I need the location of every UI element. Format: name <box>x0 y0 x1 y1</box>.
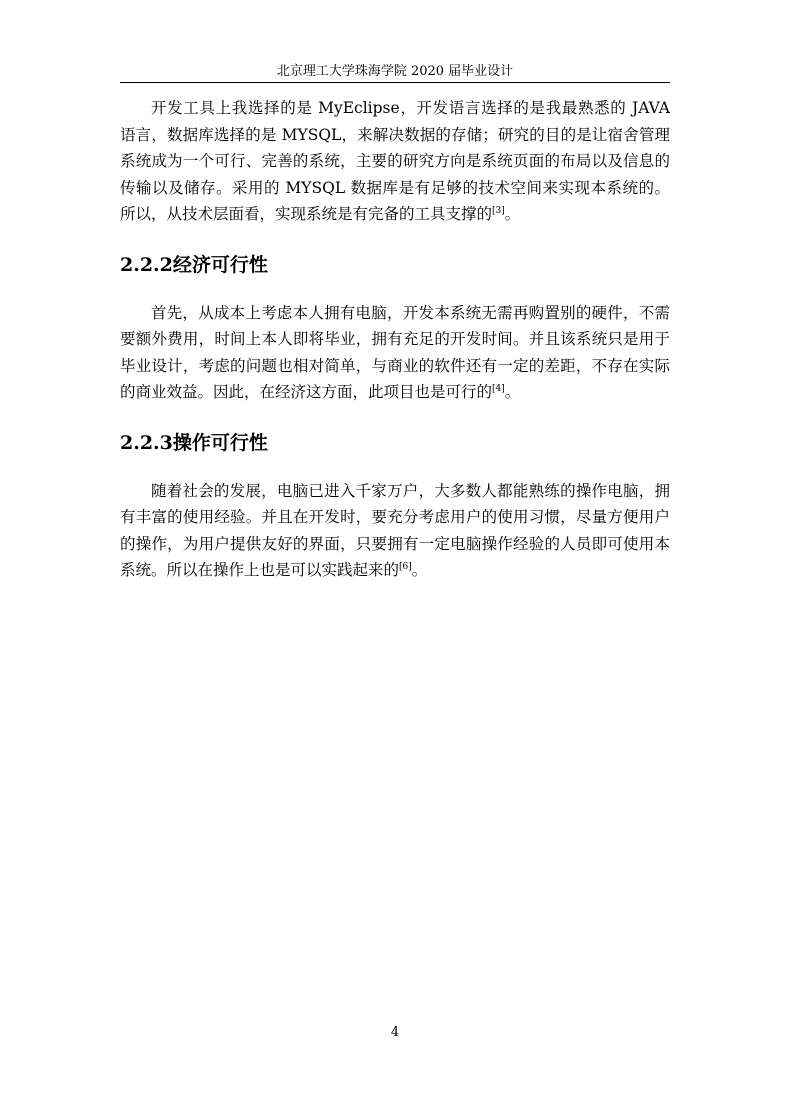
paragraph-end: 。 <box>504 383 521 401</box>
heading-number: 2.2.3 <box>120 431 173 454</box>
running-header: 北京理工大学珠海学院 2020 届毕业设计 <box>276 64 514 79</box>
paragraph-economic-feasibility <box>120 300 670 406</box>
paragraph-text: 开发工具上我选择的是 MyEclipse，开发语言选择的是我最熟悉的 JAVA 语言，数据库选择的是 MYSQL，来解决数据的存储；研究的目的是让宿舍管理系统成为一个可行、完善的系统，主要的研究方向是系统页面的布局以及信息的传输以及储存。采用的 MYSQL 数据库是有足够的技术空间来实现本系统的。所以，从技术层面看，实现系统是有完备的工具支撑的 <box>120 99 670 223</box>
heading-title: 操作可行性 <box>172 431 268 454</box>
page-number: 4 <box>390 1025 400 1040</box>
paragraph-operational-feasibility <box>120 478 670 584</box>
heading-operational-feasibility <box>120 430 670 456</box>
paragraph-text: 随着社会的发展，电脑已进入千家万户，大多数人都能熟练的操作电脑，拥有丰富的使用经验。并且在开发时，要充分考虑用户的使用习惯，尽量方便用户的操作，为用户提供友好的界面，只要拥有一定电脑操作经验的人员即可使用本系统。所以在操作上也是可以实践起来的 <box>120 481 670 579</box>
header-divider <box>120 82 670 83</box>
paragraph-end: 。 <box>411 561 428 579</box>
paragraph-text: 首先，从成本上考虑本人拥有电脑，开发本系统无需再购置别的硬件，不需要额外费用，时间上本人即将毕业，拥有充足的开发时间。并且该系统只是用于毕业设计，考虑的问题也相对简单，与商业的软件还有一定的差距，不存在实际的商业效益。因此，在经济这方面，此项目也是可行的 <box>120 303 670 401</box>
citation-ref: [6] <box>399 562 412 572</box>
citation-ref: [3] <box>492 206 505 216</box>
heading-title: 经济可行性 <box>172 253 268 276</box>
page-body <box>120 95 670 584</box>
paragraph-end: 。 <box>504 205 521 223</box>
citation-ref: [4] <box>492 384 505 394</box>
paragraph-technical-feasibility <box>120 95 670 228</box>
heading-number: 2.2.2 <box>120 253 173 276</box>
heading-economic-feasibility <box>120 252 670 278</box>
